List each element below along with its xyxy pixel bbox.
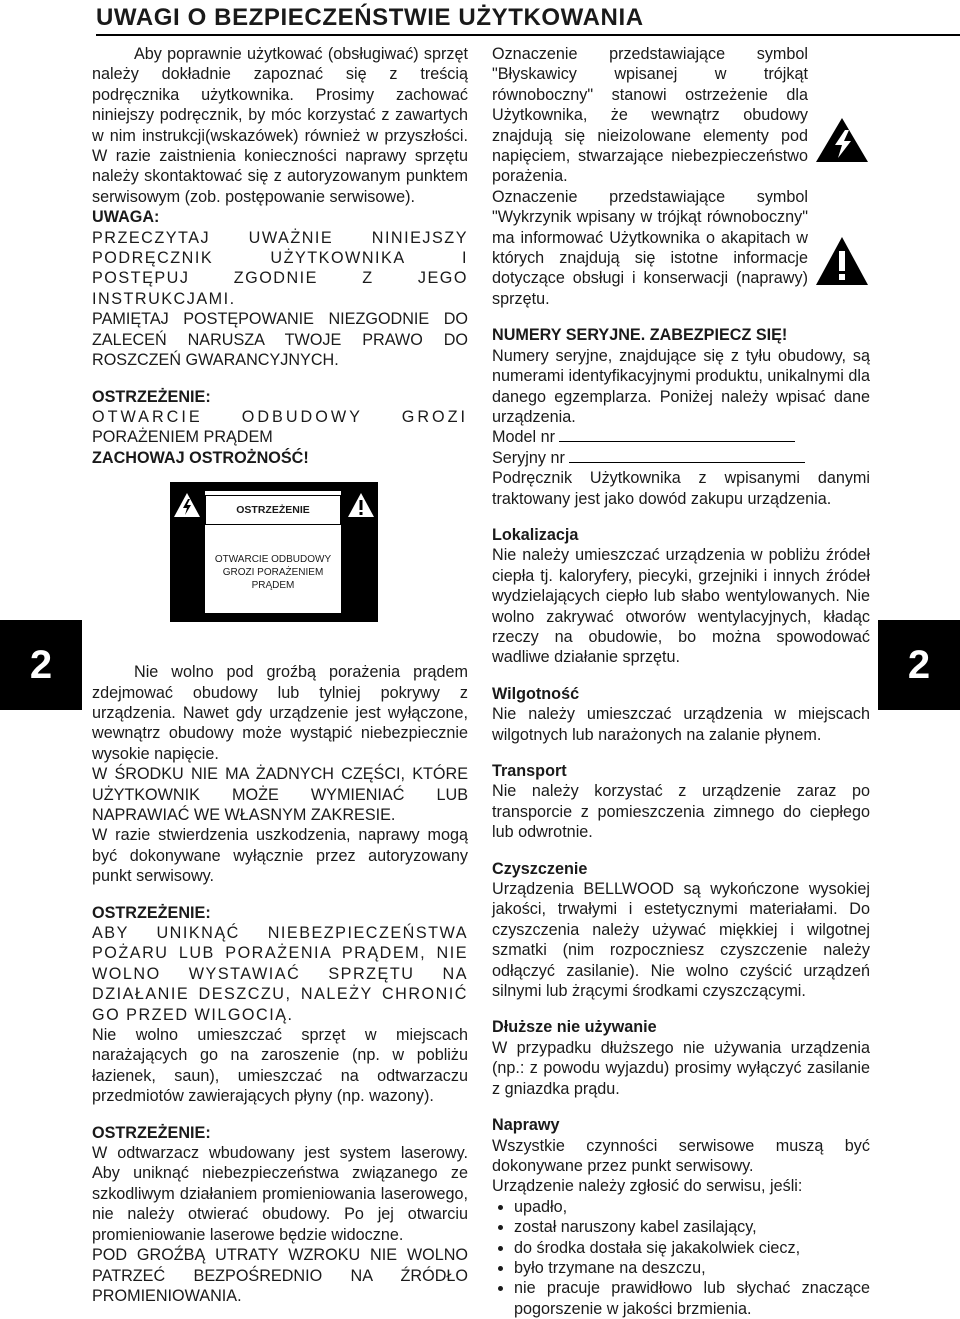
- repairs-text-2: Urządzenie należy zgłosić do serwisu, jeśli:: [492, 1177, 803, 1196]
- intro-paragraph: Aby poprawnie użytkować (obsługiwać) sprzęt należy dokładnie zapoznać się z treścią podręcznika użytkownika. Prosimy zachować niniejszy podręcznik, by móc korzystać z zawartych w nim instrukcji(wskazówek) również w przyszłości. W razie zaistnienia konieczności naprawy sprzętu należy skontaktować się z autoryzowanym punktem serwisowym (zob. postępowanie serwisowe).: [92, 45, 468, 206]
- repairs-text: Wszystkie czynności serwisowe muszą być dokonywane przez punkt serwisowy.: [492, 1136, 870, 1175]
- location-title: Lokalizacja: [492, 525, 579, 544]
- humidity-text: Nie należy umieszczać urządzenia w miejscach wilgotnych lub narażonych na zalanie płynem.: [492, 705, 870, 744]
- list-item: • było trzymane na deszczu,: [514, 1258, 870, 1278]
- location-text: Nie należy umieszczać urządzenia w pobliżu źródeł ciepła tj. kaloryfery, piecyki, grzejniki i innych źródeł wydzielających ciepło lub słabo wentylowanych. Nie wolno zakrywać otworów wentylacyjnych, kładąc rzeczy na obudowie, bo można spowodować wadliwe działanie sprzętu.: [492, 546, 870, 667]
- cleaning-title: Czyszczenie: [492, 859, 588, 878]
- uwaga-text-2: PAMIĘTAJ POSTĘPOWANIE NIEZGODNIE DO ZALECEŃ NARUSZA TWOJE PRAWO DO ROSZCZEŃ GWARANCYJNYCH.: [92, 310, 468, 370]
- transport-text: Nie należy korzystać z urządzenie zaraz po transporcie z pomieszczenia zimnego do ciepłego lub odwrotnie.: [492, 782, 870, 842]
- warning-1-label: OSTRZEŻENIE:: [92, 387, 211, 406]
- exclamation-symbol-icon: [814, 235, 870, 287]
- serial-input-line[interactable]: [569, 448, 805, 463]
- page-title: UWAGI O BEZPIECZEŃSTWIE UŻYTKOWANIA: [96, 2, 960, 36]
- long-unused-text: W przypadku dłuższego nie używania urządzenia (np.: z powodu wyjazdu) prosimy wyłączyć zasilanie z gniazdka prądu.: [492, 1038, 870, 1098]
- transport-title: Transport: [492, 762, 567, 780]
- warning-1-line-3: ZACHOWAJ OSTROŻNOŚĆ!: [92, 448, 309, 467]
- cover-paragraph: Nie wolno pod groźbą porażenia prądem zdejmować obudowy lub tylniej pokrywy z urządzenia. Nawet gdy urządzenie jest wyłączone, wewnątrz obudowy może wystąpić niebezpiecznie wysokie napięcie.: [92, 663, 468, 763]
- model-input-line[interactable]: [559, 427, 795, 442]
- warning-label-text: OTWARCIE ODBUDOWY GROZI PORAŻENIEM PRĄDEM: [214, 554, 332, 592]
- list-item: • do środka dostała się jakakolwiek ciecz,: [514, 1238, 870, 1258]
- warning-3-text: W odtwarzacz wbudowany jest system laserowy. Aby uniknąć niebezpieczeństwa związanego ze szkodliwym działaniem promieniowania laserowego, nie należy otwierać obudowy. Po jej otwarciu promieniowanie laserowe będzie widoczne.: [92, 1144, 468, 1244]
- lightning-triangle-icon: [173, 492, 201, 518]
- warning-3-label: OSTRZEŻENIE:: [92, 1123, 211, 1142]
- warning-1-line-2: PORAŻENIEM PRĄDEM: [92, 428, 273, 447]
- right-column: [492, 44, 870, 1319]
- uwaga-text: PRZECZYTAJ UWAŻNIE NINIEJSZY PODRĘCZNIK UŻYTKOWNIKA I POSTĘPUJ ZGODNIE Z JEGO INSTRUKCJAMI.: [92, 228, 468, 308]
- list-item: • upadło,: [514, 1197, 870, 1217]
- model-label: Model nr: [492, 428, 555, 447]
- repairs-title: Naprawy: [492, 1116, 560, 1135]
- warning-2-label: OSTRZEŻENIE:: [92, 903, 211, 922]
- warning-label-inner: [204, 490, 342, 614]
- model-field: [492, 427, 870, 447]
- lightning-symbol-text: Oznaczenie przedstawiające symbol "Błyskawicy wpisanej w trójkąt równoboczny" stanowi ostrzeżenie dla Użytkownika, że wewnątrz obudowy znajdują się nieizolowane elementy pod napięciem, stwarzające niebezpieczeństwo porażenia.: [492, 45, 808, 186]
- warning-3-text-2: POD GROŹBĄ UTRATY WZROKU NIE WOLNO PATRZEĆ BEZPOŚREDNIO NA ŹRÓDŁO PROMIENIOWANIA.: [92, 1246, 468, 1305]
- list-item: • nie pracuje prawidłowo lub słychać znaczące pogorszenie w jakości brzmienia.: [514, 1278, 870, 1319]
- warning-label-box: [170, 482, 378, 622]
- serial-label: Seryjny nr: [492, 448, 565, 467]
- exclamation-symbol-text: Oznaczenie przedstawiające symbol "Wykrzynik wpisany w trójkąt równoboczny" ma informować Użytkownika o akapitach w których znajdują się istotne informacje dotyczące obsługi i konserwacji (naprawy) sprzętu.: [492, 187, 808, 308]
- warning-1-line-1: OTWARCIE ODBUDOWY GROZI: [92, 407, 468, 426]
- inside-paragraph: W ŚRODKU NIE MA ŻADNYCH CZĘŚCI, KTÓRE UŻYTKOWNIK MOŻE WYMIENIAĆ LUB NAPRAWIAĆ WE WŁASNYM ZAKRESIE.: [92, 765, 468, 824]
- warning-label-title: OSTRZEŻENIE: [205, 495, 341, 525]
- serial-text: Numery seryjne, znajdujące się z tyłu obudowy, są numerami identyfikacyjnymi produktu, unikalnymi dla danego egzemplarza. Poniżej należy wpisać dane urządzenia.: [492, 346, 870, 426]
- lightning-symbol-section: [492, 44, 870, 187]
- damage-paragraph: W razie stwierdzenia uszkodzenia, naprawy mogą być dokonywane wyłącznie przez autoryzowany punkt serwisowy.: [92, 826, 468, 886]
- cleaning-text: Urządzenia BELLWOOD są wykończone wysokiej jakości, trwałymi i estetycznymi materiałami. Do czyszczenia należy używać miękkiej i wilgotnej szmatki (nim rozpoczniesz czyszczenie należy odłączyć zasilanie). Nie wolno czyścić urządzeń silnymi lub żrącymi środkami czyszczącymi.: [492, 880, 870, 1001]
- exclamation-symbol-section: [492, 187, 870, 309]
- warning-2-text-2: Nie wolno umieszczać sprzęt w miejscach narażających go na zaroszenie (np. w pobliżu łazienek, saun), umieszczać na odtwarzaczu przedmiotów zawierających płyny (np. wazony).: [92, 1026, 468, 1106]
- long-unused-title: Dłuższe nie używanie: [492, 1018, 657, 1037]
- humidity-title: Wilgotność: [492, 684, 580, 703]
- serial-title: NUMERY SERYJNE. ZABEZPIECZ SIĘ!: [492, 326, 788, 345]
- exclamation-triangle-icon: [347, 492, 375, 518]
- page-tab-right: 2: [878, 620, 960, 710]
- repairs-list: [492, 1197, 870, 1319]
- left-column: [92, 44, 468, 1306]
- lightning-symbol-icon: [814, 116, 870, 164]
- uwaga-label: UWAGA:: [92, 208, 160, 227]
- page-tab-left: 2: [0, 620, 82, 710]
- serial-field: [492, 448, 870, 468]
- list-item: • został naruszony kabel zasilający,: [514, 1217, 870, 1237]
- serial-note: Podręcznik Użytkownika z wpisanymi danymi traktowany jest jako dowód zakupu urządzenia.: [492, 469, 870, 508]
- warning-2-text: ABY UNIKNĄĆ NIEBEZPIECZEŃSTWA POŻARU LUB PORAŻENIA PRĄDEM, NIE WOLNO WYSTAWIAĆ SPRZĘTU NA DZIAŁANIE DESZCZU, NALEŻY CHRONIĆ GO PRZED WILGOCIĄ.: [92, 924, 468, 1024]
